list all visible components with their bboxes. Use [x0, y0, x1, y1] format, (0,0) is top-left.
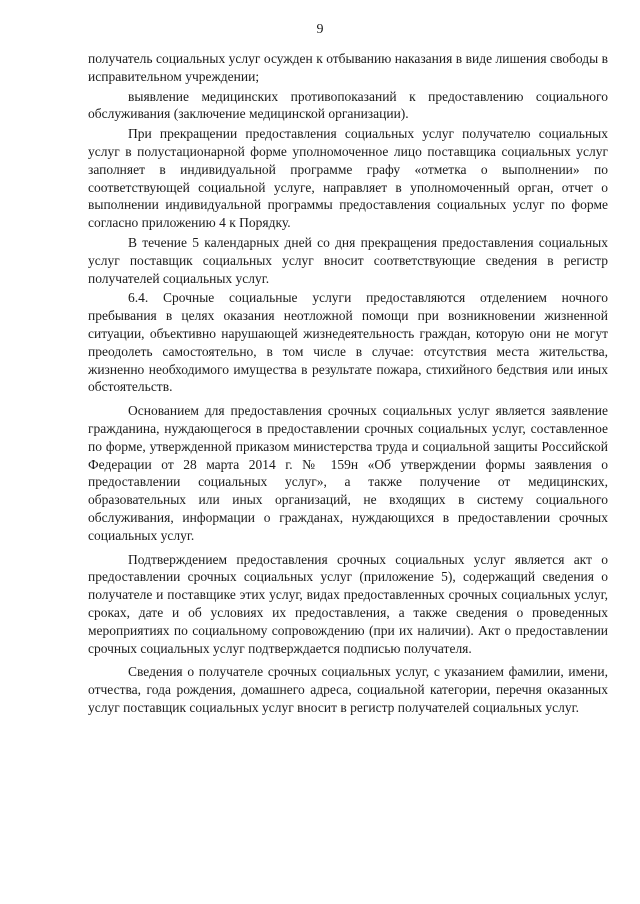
- paragraph-urgent-services-basis: Основанием для предоставления срочных социальных услуг является заявление гражданина, нуждающегося в предоставлении срочных социальных услуг, составленное по форме, утвержденной приказом министерства труда и социальной защиты Российской Федерации от 28 марта 2014 г. № 159н «Об утверждении формы заявления о предоставлении социальных услуг», а также получение от медицинских, образовательных или иных организаций, не входящих в систему социального обслуживания, информации о гражданах, нуждающихся в предоставлении срочных социальных услуг.: [88, 403, 608, 543]
- paragraph-recipient-information: Сведения о получателе срочных социальных услуг, с указанием фамилии, имени, отчества, года рождения, домашнего адреса, социальной категории, перечня оказанных услуг поставщик социальных услуг вносит в регистр получателей социальных услуг.: [88, 664, 608, 715]
- paragraph-registry-update-5-days: В течение 5 календарных дней со дня прекращения предоставления социальных услуг поставщик социальных услуг вносит соответствующие сведения в регистр получателей социальных услуг.: [88, 234, 608, 286]
- paragraph-urgent-services-confirmation: Подтверждением предоставления срочных социальных услуг является акт о предоставлении срочных социальных услуг (приложение 5), содержащий сведения о получателе и поставщике этих услуг, видах предоставленных срочных социальных услуг, сроках, дате и об условиях их предоставления, а также сведения о проведенных мероприятиях по социальному сопровождению (при их наличии). Акт о предоставлении срочных социальных услуг подтверждается подписью получателя.: [88, 551, 608, 656]
- paragraph-6-4-urgent-services: 6.4. Срочные социальные услуги предоставляются отделением ночного пребывания в целях оказания неотложной помощи при возникновении жизненной ситуации, объективно нарушающей жизнедеятельность граждан, которую они не могут преодолеть самостоятельно, в том числе в случае: отсутствия места жительства, жизненно необходимого имущества в результате пожара, стихийного бедствия или иных обстоятельств.: [88, 290, 608, 395]
- paragraph-termination-semi-stationary: При прекращении предоставления социальных услуг получателю социальных услуг в полустационарной форме уполномоченное лицо поставщика социальных услуг заполняет в индивидуальной программе графу «отметка о выполнении» по соответствующей социальной услуге, направляет в уполномоченный орган, отчет о выполнении индивидуальной программы предоставления социальных услуг по форме согласно приложению 4 к Порядку.: [88, 126, 608, 231]
- page-number: 9: [316, 22, 324, 37]
- paragraph-medical-contraindications: выявление медицинских противопоказаний к предоставлению социального обслуживания (заключение медицинской организации).: [88, 88, 608, 122]
- paragraph-sentence-continuation: получатель социальных услуг осужден к отбыванию наказания в виде лишения свободы в исправительном учреждении;: [88, 51, 608, 84]
- document-body: [88, 50, 608, 719]
